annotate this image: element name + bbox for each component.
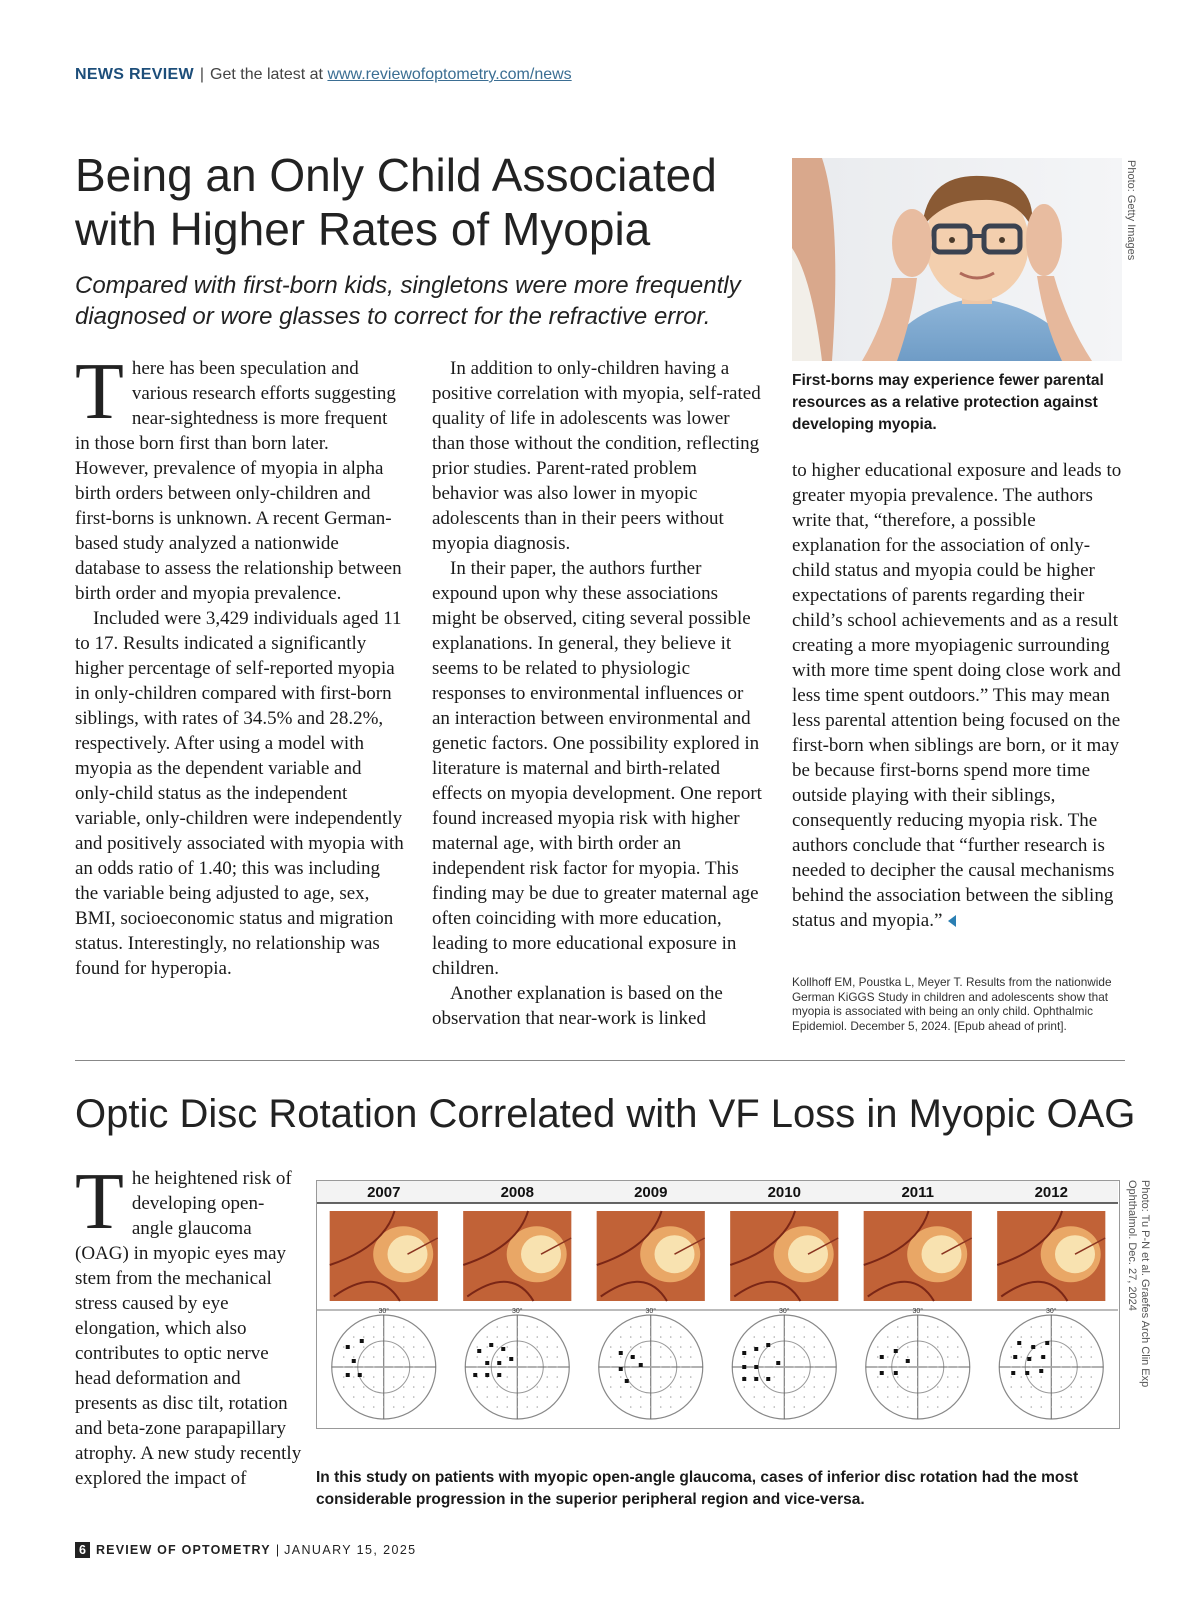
vf-defect-mark: [742, 1365, 746, 1369]
fundus-photo: [330, 1211, 438, 1301]
vf-defect-mark: [742, 1377, 746, 1381]
vf-defect-mark: [894, 1371, 898, 1375]
figure-year-label: 2012: [1034, 1184, 1068, 1201]
publication-name: REVIEW OF OPTOMETRY: [95, 1543, 271, 1557]
article2-column-1: [75, 1158, 305, 1491]
vf-defect-mark: [346, 1373, 350, 1377]
visual-field-plot: [599, 1307, 703, 1419]
photo1-credit: Photo: Getty Images: [1125, 160, 1137, 261]
vf-defect-mark: [1041, 1355, 1045, 1359]
article1-column-2: [432, 356, 762, 1031]
vf-defect-mark: [497, 1373, 501, 1377]
vf-defect-mark: [473, 1373, 477, 1377]
vf-defect-mark: [754, 1365, 758, 1369]
visual-field-plot: [999, 1307, 1103, 1419]
figure-year-label: 2007: [367, 1184, 401, 1201]
vf-defect-mark: [485, 1373, 489, 1377]
vf-defect-mark: [1045, 1341, 1049, 1345]
article2-body: he heightened risk of developing open-angle glaucoma (OAG) in myopic eyes may stem from the mechanical stress caused by eye elongation, which also contributes to optic nerve head deformation and presents as disc tilt, rotation and beta-zone parapapillary atrophy. A new study recently explored the impact of: [75, 1168, 302, 1489]
fundus-photo: [997, 1211, 1105, 1301]
article2-drop-cap: T: [75, 1158, 124, 1246]
vf-defect-mark: [880, 1371, 884, 1375]
fundus-visual-field-grid: [317, 1181, 1118, 1427]
fundus-photo: [730, 1211, 838, 1301]
visual-field-plot: [866, 1307, 970, 1419]
vf-defect-mark: [1031, 1345, 1035, 1349]
page-number: 6: [75, 1542, 90, 1558]
vf-defect-mark: [619, 1367, 623, 1371]
article1-subtitle: Compared with first-born kids, singletons were more frequently diagnosed or wore glasses to correct for the refractive error.: [75, 272, 741, 330]
vf-defect-mark: [742, 1351, 746, 1355]
vf-defect-mark: [776, 1361, 780, 1365]
vf-defect-mark: [477, 1349, 481, 1353]
vf-defect-mark: [766, 1377, 770, 1381]
vf-defect-mark: [509, 1357, 513, 1361]
article1-column-1: [75, 348, 405, 981]
vf-defect-mark: [352, 1359, 356, 1363]
vf-defect-mark: [497, 1361, 501, 1365]
article1-col1-paragraph-1: here has been speculation and various research efforts suggesting near-sightedness is more frequent in those born first than born later. However, prevalence of myopia in alpha birth orders between only-children and first-borns is unknown. A recent German-based study analyzed a nationwide database to assess the relationship between birth order and myopia prevalence.: [75, 358, 402, 604]
disc-rotation-figure: [316, 1180, 1120, 1429]
child-glasses-illustration: [792, 158, 1122, 361]
article1-col2-paragraph-1: In addition to only-children having a positive correlation with myopia, self-rated quality of life in adolescents was lower than those without the condition, reflecting prior studies. Parent-rated problem behavior was also lower in myopic adolescents than in their peers without myopia diagnosis.: [432, 358, 761, 554]
article1-col3-paragraph-1: to higher educational exposure and leads to greater myopia prevalence. The authors write that, “therefore, a possible explanation for the association of only-child status and myopia could be higher expectations of parents regarding their child’s school achievements and as a result creating a more myopiagenic surrounding with more time spent doing close work and less time spent outdoors.” This may mean less parental attention being focused on the first-born when siblings are born, or it may be because first-borns spend more time outside playing with their siblings, consequently reducing myopia risk. The authors conclude that “further research is needed to decipher the causal mechanisms behind the association between the sibling status and myopia.”: [792, 460, 1122, 931]
vf-defect-mark: [639, 1363, 643, 1367]
section-divider: [75, 1060, 1125, 1061]
fundus-photo: [597, 1211, 705, 1301]
page-header: [75, 66, 572, 84]
issue-date: JANUARY 15, 2025: [284, 1543, 417, 1557]
vf-defect-mark: [501, 1347, 505, 1351]
vf-defect-mark: [631, 1355, 635, 1359]
photo1-caption: First-borns may experience fewer parental resources as a relative protection against developing myopia.: [792, 372, 1104, 433]
article1-col2-paragraph-2: In their paper, the authors further expound upon why these associations might be observed, citing several possible explanations. In general, they believe it seems to be related to physiologic responses to environmental influences or an interaction between environmental and genetic factors. One possibility explored in literature is maternal and birth-related effects on myopia development. One report found increased myopia risk with higher maternal age, with birth order an independent risk factor for myopia. This finding may be due to greater maternal age often coinciding with more education, leading to more educational exposure in children.: [432, 558, 762, 979]
end-of-article-icon: [948, 915, 956, 927]
page-footer: [75, 1542, 417, 1558]
vf-defect-mark: [485, 1361, 489, 1365]
figure-year-label: 2010: [767, 1184, 801, 1201]
vf-defect-mark: [880, 1355, 884, 1359]
vf-defect-mark: [1013, 1355, 1017, 1359]
vf-defect-mark: [619, 1351, 623, 1355]
visual-field-label: 30°: [378, 1308, 390, 1315]
news-link[interactable]: www.reviewofoptometry.com/news: [327, 66, 572, 83]
figure-year-label: 2008: [500, 1184, 534, 1201]
vf-defect-mark: [894, 1349, 898, 1353]
vf-defect-mark: [1039, 1369, 1043, 1373]
vf-defect-mark: [346, 1345, 350, 1349]
fundus-photo: [864, 1211, 972, 1301]
article1-col2-paragraph-3: Another explanation is based on the observation that near-work is linked: [432, 983, 723, 1029]
section-label: NEWS REVIEW: [75, 66, 194, 83]
visual-field-plot: [332, 1307, 436, 1419]
figure-year-label: 2011: [901, 1184, 935, 1201]
vf-defect-mark: [1027, 1357, 1031, 1361]
article1-col1-paragraph-2: Included were 3,429 individuals aged 11 to 17. Results indicated a significantly higher percentage of self-reported myopia in only-children compared with first-born siblings, with rates of 34.5% and 28.2%, respectively. After using a model with myopia as the dependent variable and only-child status as the independent variable, only-children were independently and positively associated with myopia with an odds ratio of 1.40; this was including the variable being adjusted to age, sex, BMI, socioeconomic status and migration status. Interestingly, no relationship was found for hyperopia.: [75, 608, 404, 979]
visual-field-label: 30°: [1045, 1308, 1057, 1315]
vf-defect-mark: [625, 1379, 629, 1383]
figure-year-label: 2009: [634, 1184, 668, 1201]
footer-separator: |: [275, 1543, 280, 1557]
vf-defect-mark: [766, 1343, 770, 1347]
fundus-photo: [463, 1211, 571, 1301]
visual-field-label: 30°: [645, 1308, 657, 1315]
vf-defect-mark: [360, 1339, 364, 1343]
visual-field-plot: [732, 1307, 836, 1419]
child-glasses-photo: [792, 158, 1122, 361]
visual-field-label: 30°: [778, 1308, 790, 1315]
visual-field-label: 30°: [912, 1308, 924, 1315]
vf-defect-mark: [1011, 1371, 1015, 1375]
article2-title: Optic Disc Rotation Correlated with VF Loss in Myopic OAG: [75, 1092, 1136, 1136]
vf-defect-mark: [754, 1377, 758, 1381]
header-separator: |: [199, 66, 205, 83]
article1-reference: Kollhoff EM, Poustka L, Meyer T. Results from the nationwide German KiGGS Study in children and adolescents show that myopia is associated with being an only child. Ophthalmic Epidemiol. December 5, 2024. [Epub ahead of print].: [792, 975, 1112, 1033]
article1-drop-cap: T: [75, 348, 124, 436]
article1-column-3: [792, 458, 1122, 933]
vf-defect-mark: [489, 1343, 493, 1347]
figure2-caption: In this study on patients with myopic open-angle glaucoma, cases of inferior disc rotation had the most considerable progression in the superior peripheral region and vice-versa.: [316, 1469, 1079, 1508]
article1-title: Being an Only Child Associated with Higher Rates of Myopia: [75, 149, 717, 255]
header-lead-text: Get the latest at: [210, 66, 323, 83]
vf-defect-mark: [754, 1347, 758, 1351]
figure2-credit: Photo: Tu P-N et al. Graefes Arch Clin Exp Ophthalmol. Dec. 27, 2024: [1126, 1180, 1151, 1388]
vf-defect-mark: [1025, 1371, 1029, 1375]
vf-defect-mark: [906, 1359, 910, 1363]
visual-field-plot: [465, 1307, 569, 1419]
vf-defect-mark: [1017, 1341, 1021, 1345]
vf-defect-mark: [358, 1373, 362, 1377]
visual-field-label: 30°: [511, 1308, 523, 1315]
